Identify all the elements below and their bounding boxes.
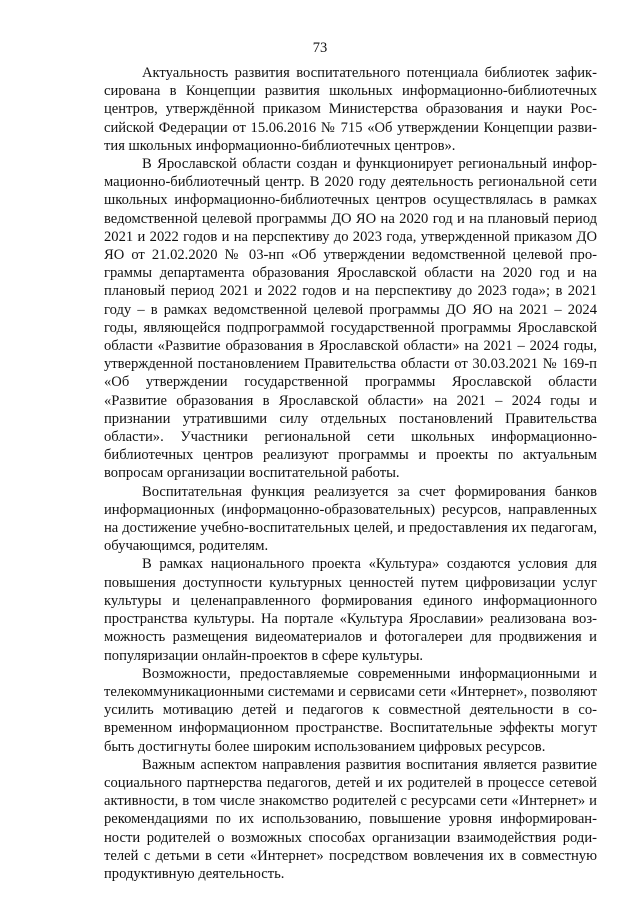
paragraph-social-partnership: Важным аспектом направления развития воспитания является развитие социального партнерства педагогов, детей и их родителей в процессе сетевой активности, в том числе знакомство родителей с ресурсами сети «Интернет» и рекомендациями по их использованию, повышение уровня информированности родителей о возможных способах организации взаимодействия родителей с детьми в сети «Интернет» посредством вовлечения их в совместную продуктивную деятельность.: [104, 756, 597, 882]
paragraph-culture-project: В рамках национального проекта «Культура» создаются условия для повышения доступности культурных ценностей путем цифровизации услуг культуры и целенаправленного формирования единого информационного пространства культуры. На портале «Культура Ярославии» реализована возможность размещения видеоматериалов и фотогалереи для продвижения и популяризации онлайн-проектов в сфере культуры.: [104, 556, 597, 664]
paragraph-internet-opportunities: Возможности, предоставляемые современными информационными и телекоммуникационными системами и сервисами сети «Интернет», позволяют усилить мотивацию детей и педагогов к совместной деятельности в современном информационном пространстве. Воспитательные эффекты могут быть достигнуты более широким использованием цифровых ресурсов.: [104, 665, 597, 755]
paragraph-library-concept: Актуальность развития воспитательного потенциала библиотек зафиксирована в Концепции развития школьных информационно-библиотечных центров, утверждённой приказом Министерства образования и науки Российской Федерации от 15.06.2016 № 715 «Об утверждении Концепции развития школьных информационно-библиотечных центров».: [104, 65, 597, 154]
paragraph-educational-function: Воспитательная функция реализуется за счет формирования банков информационных (информацонно-образовательных) ресурсов, направленных на достижение учебно-воспитательных целей, и предоставления их педагогам, обучающимся, родителям.: [104, 483, 597, 555]
document-body: [104, 64, 597, 883]
paragraph-regional-center: В Ярославской области создан и функционирует региональный информационно-библиотечный центр. В 2020 году деятельность региональной сети школьных информационно-библиотечных центров осуществлялась в рамках ведомственной целевой программы ДО ЯО на 2020 год и на плановый период 2021 и 2022 годов и на перспективу до 2023 года, утвержденной приказом ДО ЯО от 21.02.2020 № 03-нп «Об утверждении ведомственной целевой программы департамента образования Ярославской области на 2020 год и на плановый период 2021 и 2022 годов и на перспективу до 2023 года»; в 2021 году – в рамках ведомственной целевой программы ДО ЯО на 2021 – 2024 годы, являющейся подпрограммой государственной программы Ярославской области «Развитие образования в Ярославской области» на 2021 – 2024 годы, утвержденной постановлением Правительства области от 30.03.2021 № 169-п «Об утверждении государственной программы Ярославской области «Развитие образования в Ярославской области» на 2021 – 2024 годы и признании утратившими силу отдельных постановлений Правительства области». Участники региональной сети школьных информационно-библиотечных центров реализуют программы и проекты по актуальным вопросам организации воспитательной работы.: [104, 156, 597, 482]
page-number: 73: [312, 40, 328, 56]
